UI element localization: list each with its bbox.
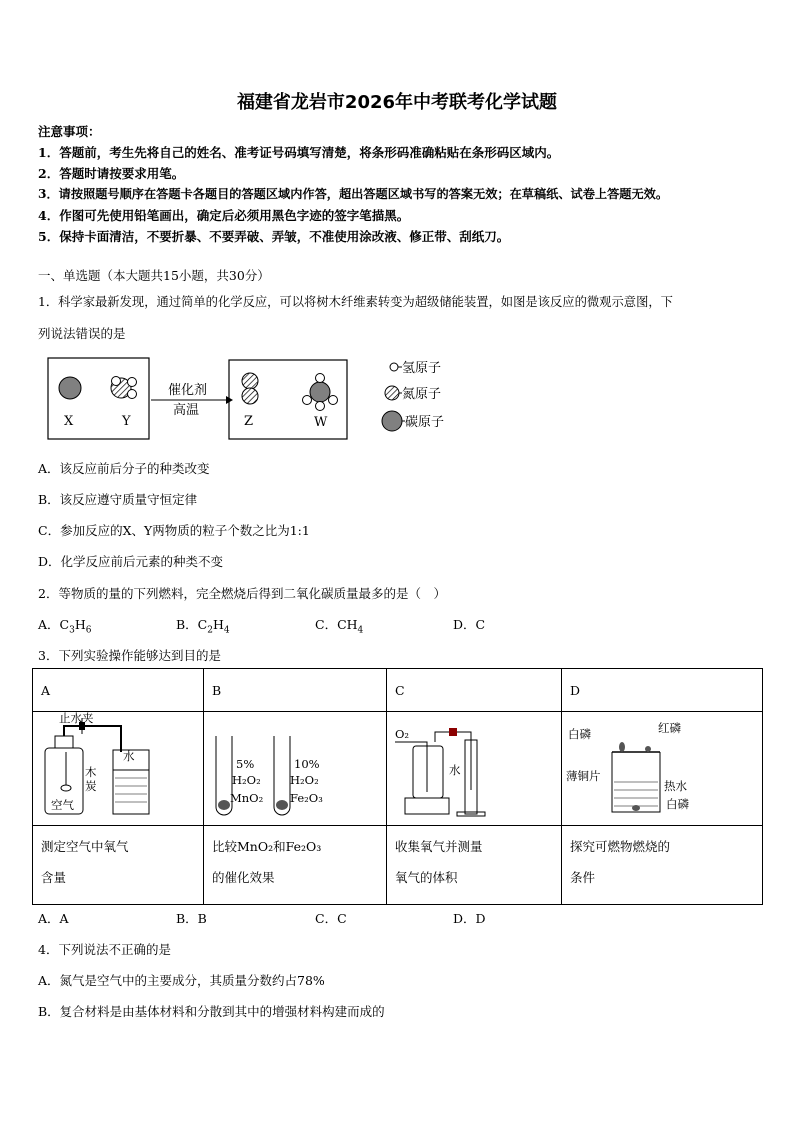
svg-text:MnO₂: MnO₂: [230, 791, 264, 805]
notice-item: 2．答题时请按要求用笔。: [38, 166, 185, 181]
q4-stem: 4．下列说法不正确的是: [38, 942, 171, 957]
caption-d: 探究可燃物燃烧的 条件: [562, 826, 763, 905]
page-title: 福建省龙岩市2026年中考联考化学试题: [236, 92, 558, 113]
svg-text:5%: 5%: [236, 757, 255, 771]
label-y: Y: [122, 414, 131, 429]
header-b: B: [204, 669, 387, 712]
label-w: W: [314, 415, 328, 430]
notice-item: 3．请按照题号顺序在答题卡各题目的答题区域内作答，超出答题区域书写的答案无效；在草稿纸、试卷上答题无效。: [38, 187, 669, 201]
svg-text:炭: 炭: [85, 779, 97, 793]
svg-text:10%: 10%: [294, 757, 320, 771]
q1-option-b: B．该反应遵守质量守恒定律: [38, 492, 198, 507]
q1-stem-line1: 1．科学家最新发现，通过简单的化学反应，可以将树木纤维素转变为超级储能装置，如图是该反应的微观示意图，下: [38, 295, 673, 309]
q3-stem: 3．下列实验操作能够达到目的是: [38, 648, 221, 663]
q3-option-a: A．A: [38, 911, 69, 926]
q2-stem: 2．等物质的量的下列燃料，完全燃烧后得到二氧化碳质量最多的是（ ）: [38, 586, 446, 601]
q4-option-b: B．复合材料是由基体材料和分散到其中的增强材料构建而成的: [38, 1004, 385, 1019]
q1-option-d: D．化学反应前后元素的种类不变: [38, 554, 224, 569]
svg-text:木: 木: [85, 765, 97, 779]
svg-text:O₂: O₂: [395, 727, 410, 741]
svg-text:止水夹: 止水夹: [59, 712, 94, 725]
caption-c: 收集氧气并测量 氧气的体积: [387, 826, 562, 905]
header-d: D: [562, 669, 763, 712]
svg-text:红磷: 红磷: [658, 721, 681, 735]
notice-item: 5．保持卡面清洁，不要折暴、不要弄破、弄皱，不准使用涂改液、修正带、刮纸刀。: [38, 229, 510, 244]
svg-text:水: 水: [449, 763, 461, 777]
svg-text:Fe₂O₃: Fe₂O₃: [290, 791, 323, 805]
q3-experiment-table: [32, 668, 763, 905]
q2-option-b: B．$C_2H_4$: [176, 617, 230, 636]
header-c: C: [387, 669, 562, 712]
q1-stem-line2: 列说法错误的是: [38, 326, 126, 341]
svg-text:白磷: 白磷: [666, 797, 689, 811]
figure-c: [387, 712, 562, 826]
label-x: X: [64, 414, 74, 429]
figure-a: [33, 712, 204, 826]
svg-text:热水: 热水: [664, 779, 687, 793]
q2-option-d: D．C: [453, 617, 486, 632]
q3-option-d: D．D: [453, 911, 486, 926]
legend-n: 氮原子: [402, 387, 442, 402]
notice-item: 4．作图可先使用铅笔画出，确定后必须用黑色字迹的签字笔描黑。: [38, 208, 410, 223]
svg-text:H₂O₂: H₂O₂: [232, 773, 261, 787]
header-a: A: [33, 669, 204, 712]
q2-option-c: C．$CH_4$: [315, 617, 364, 636]
q3-option-c: C．C: [315, 911, 347, 926]
figure-d: [562, 712, 763, 826]
arrow-temp: 高温: [173, 403, 200, 418]
svg-text:白磷: 白磷: [568, 727, 591, 741]
q1-option-c: C．参加反应的X、Y两物质的粒子个数之比为1:1: [38, 523, 310, 538]
notice-heading: 注意事项：: [38, 124, 101, 139]
arrow-catalyst: 催化剂: [168, 383, 208, 398]
svg-text:薄铜片: 薄铜片: [566, 769, 601, 783]
q2-option-a: A．$C_3H_6$: [38, 617, 92, 636]
svg-text:水: 水: [123, 749, 135, 763]
svg-text:H₂O₂: H₂O₂: [290, 773, 319, 787]
caption-b: 比较MnO₂和Fe₂O₃ 的催化效果: [204, 826, 387, 905]
legend-h: 氢原子: [402, 361, 442, 376]
figure-b: [204, 712, 387, 826]
q4-option-a: A．氮气是空气中的主要成分，其质量分数约占78%: [38, 973, 325, 988]
q1-option-a: A．该反应前后分子的种类改变: [38, 461, 210, 476]
legend-c: 碳原子: [405, 415, 445, 430]
q1-reaction-diagram: [40, 350, 480, 445]
caption-a: 测定空气中氧气 含量: [33, 826, 204, 905]
section-heading: 一、单选题（本大题共15小题，共30分）: [38, 268, 270, 283]
label-z: Z: [244, 414, 254, 429]
notice-item: 1．答题前，考生先将自己的姓名、准考证号码填写清楚，将条形码准确粘贴在条形码区域内。: [38, 145, 560, 160]
svg-text:空气: 空气: [51, 798, 74, 812]
q3-option-b: B．B: [176, 911, 207, 926]
